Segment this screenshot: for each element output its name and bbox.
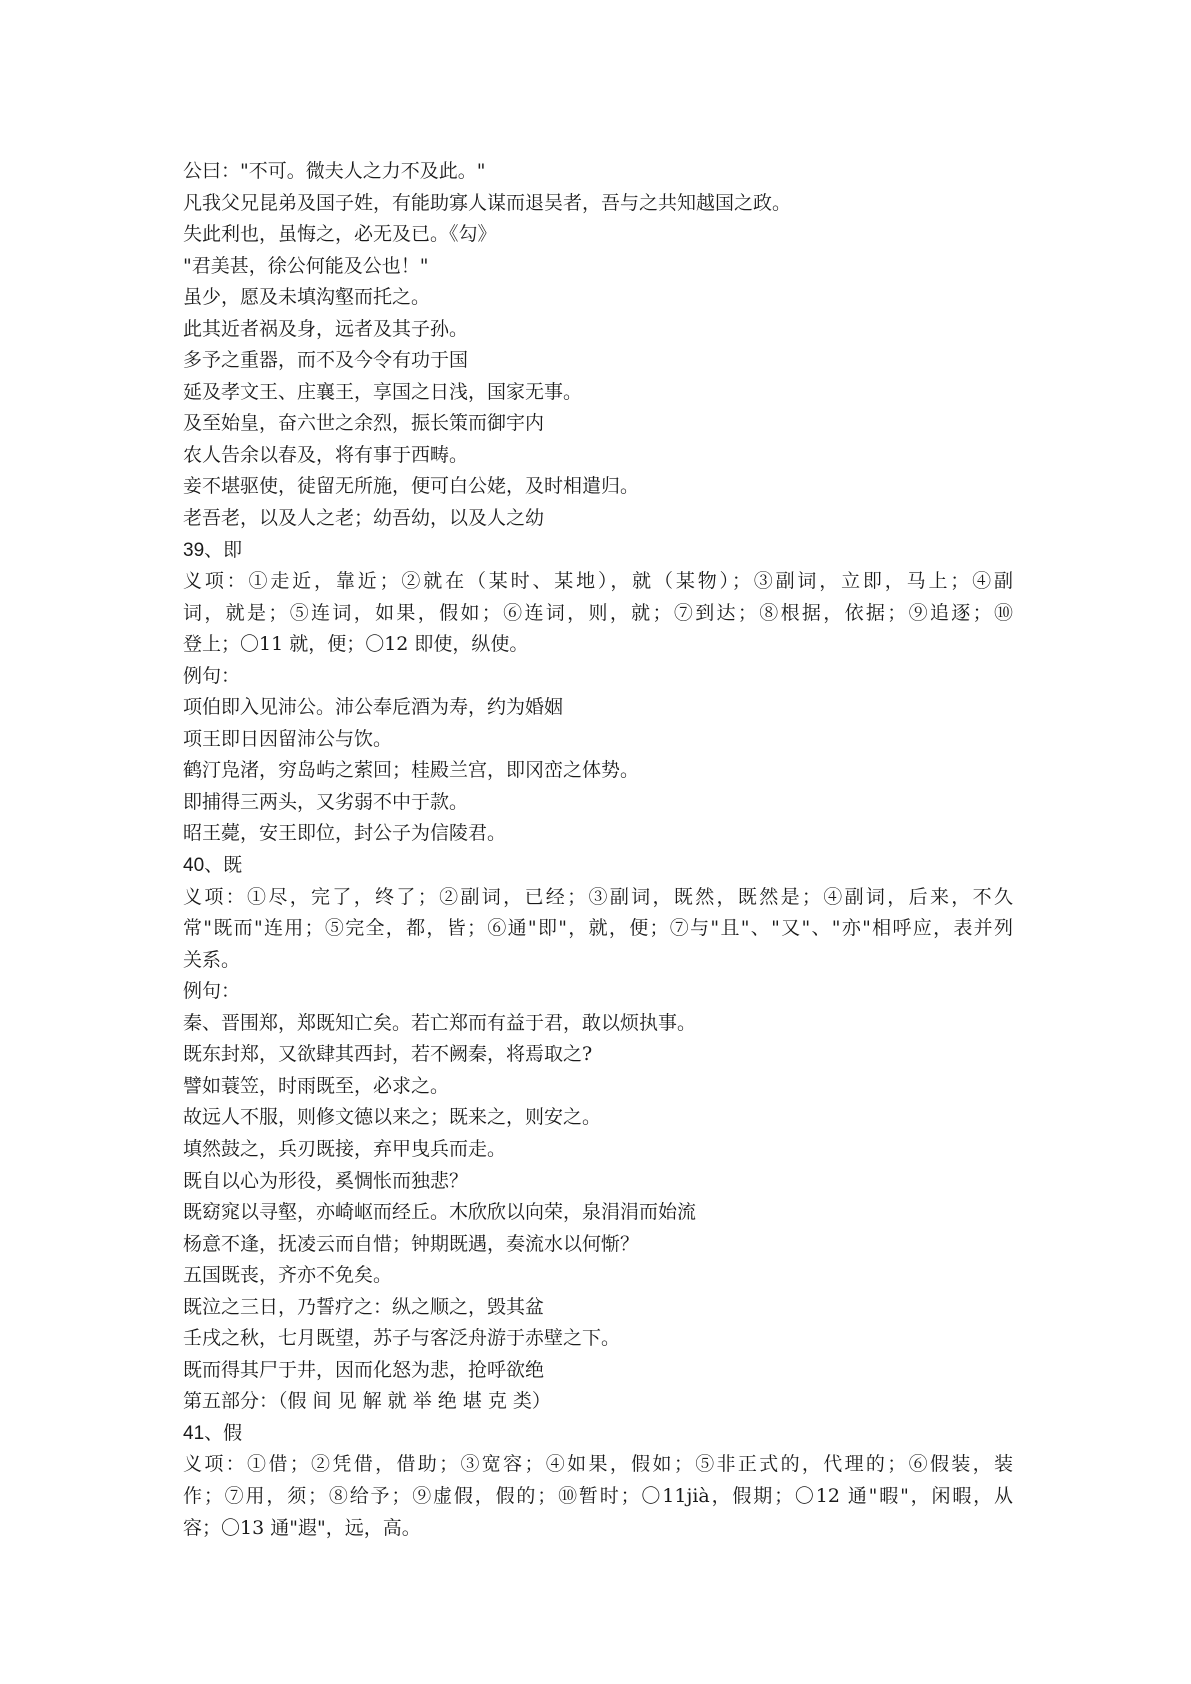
text-line: 凡我父兄昆弟及国子姓，有能助寡人谋而退吴者，吾与之共知越国之政。: [183, 191, 792, 214]
text-line: "君美甚，徐公何能及公也！": [183, 254, 429, 277]
text-line: 农人告余以春及，将有事于西畴。: [183, 443, 469, 466]
text-line: 既窈窕以寻壑，亦崎岖而经丘。木欣欣以向荣，泉涓涓而始流: [183, 1201, 697, 1224]
text-line: 延及孝文王、庄襄王，享国之日浅，国家无事。: [183, 380, 583, 403]
text-line: 五国既丧，齐亦不免矣。: [183, 1264, 393, 1287]
text-line: 老吾老，以及人之老；幼吾幼，以及人之幼: [183, 507, 545, 530]
text-line: 项王即日因留沛公与饮。: [183, 727, 393, 750]
text-line: 妾不堪驱使，徒留无所施，便可白公姥，及时相遣归。: [183, 475, 640, 498]
definition-line: 义项：①尽，完了，终了；②副词，已经；③副词，既然，既然是；④副词，后来，不久: [183, 885, 1013, 908]
text-line: 鹤汀凫渚，穷岛屿之萦回；桂殿兰宫，即冈峦之体势。: [183, 759, 640, 782]
definition-line: 作；⑦用，须；⑧给予；⑨虚假，假的；⑩暂时；〇11jià，假期；〇12 通"暇"，闲暇，从: [183, 1484, 1013, 1507]
definition-line: 义项：①走近，靠近；②就在（某时、某地），就（某物）；③副词，立即，马上；④副: [183, 570, 1013, 593]
document-body: [183, 156, 1013, 1544]
text-line: 昭王薨，安王即位，封公子为信陵君。: [183, 822, 507, 845]
text-line: 即捕得三两头，又劣弱不中于款。: [183, 790, 469, 813]
text-line: 既而得其尸于井，因而化怒为悲，抢呼欲绝: [183, 1358, 545, 1381]
definition-line: 登上；〇11 就，便；〇12 即使，纵使。: [183, 633, 529, 656]
text-line: 譬如蓑笠，时雨既至，必求之。: [183, 1074, 450, 1097]
section-heading-40: 40、既: [183, 855, 243, 877]
text-line: 壬戌之秋，七月既望，苏子与客泛舟游于赤壁之下。: [183, 1327, 621, 1350]
definition-line: 关系。: [183, 948, 241, 971]
section-heading-41: 41、假: [183, 1422, 243, 1444]
text-line: 多予之重器，而不及今令有功于国: [183, 349, 469, 372]
text-line: 杨意不逢，抚凌云而自惜；钟期既遇，奏流水以何惭？: [183, 1232, 640, 1255]
section-heading-39: 39、即: [183, 539, 243, 561]
text-line: 失此利也，虽悔之，必无及已。《勾》: [183, 223, 497, 246]
definition-line: 容；〇13 通"遐"，远，高。: [183, 1516, 421, 1539]
text-line: 填然鼓之，兵刃既接，弃甲曳兵而走。: [183, 1137, 507, 1160]
text-line: 秦、晋围郑，郑既知亡矣。若亡郑而有益于君，敢以烦执事。: [183, 1011, 697, 1034]
part-heading: 第五部分：（假 间 见 解 就 举 绝 堪 克 类）: [183, 1390, 551, 1413]
text-line: 及至始皇，奋六世之余烈，振长策而御宇内: [183, 412, 545, 435]
definition-line: 常"既而"连用；⑤完全，都，皆；⑥通"即"，就，便；⑦与"且"、"又"、"亦"相呼应，表并列: [183, 917, 1013, 940]
text-line: 故远人不服，则修文德以来之；既来之，则安之。: [183, 1106, 602, 1129]
definition-line: 义项：①借；②凭借，借助；③宽容；④如果，假如；⑤非正式的，代理的；⑥假装，装: [183, 1453, 1013, 1476]
example-label: 例句：: [183, 664, 241, 687]
text-line: 既泣之三日，乃誓疗之：纵之顺之，毁其盆: [183, 1295, 545, 1318]
definition-line: 词，就是；⑤连词，如果，假如；⑥连词，则，就；⑦到达；⑧根据，依据；⑨追逐；⑩: [183, 601, 1013, 624]
text-line: 既东封郑，又欲肆其西封，若不阙秦，将焉取之?: [183, 1043, 593, 1066]
text-line: 既自以心为形役，奚惆怅而独悲？: [183, 1169, 469, 1192]
example-label: 例句：: [183, 980, 241, 1003]
text-line: 虽少，愿及未填沟壑而托之。: [183, 286, 431, 309]
text-line: 此其近者祸及身，远者及其子孙。: [183, 317, 469, 340]
text-line: 公曰："不可。微夫人之力不及此。": [183, 160, 486, 182]
text-line: 项伯即入见沛公。沛公奉卮酒为寿，约为婚姻: [183, 696, 564, 719]
